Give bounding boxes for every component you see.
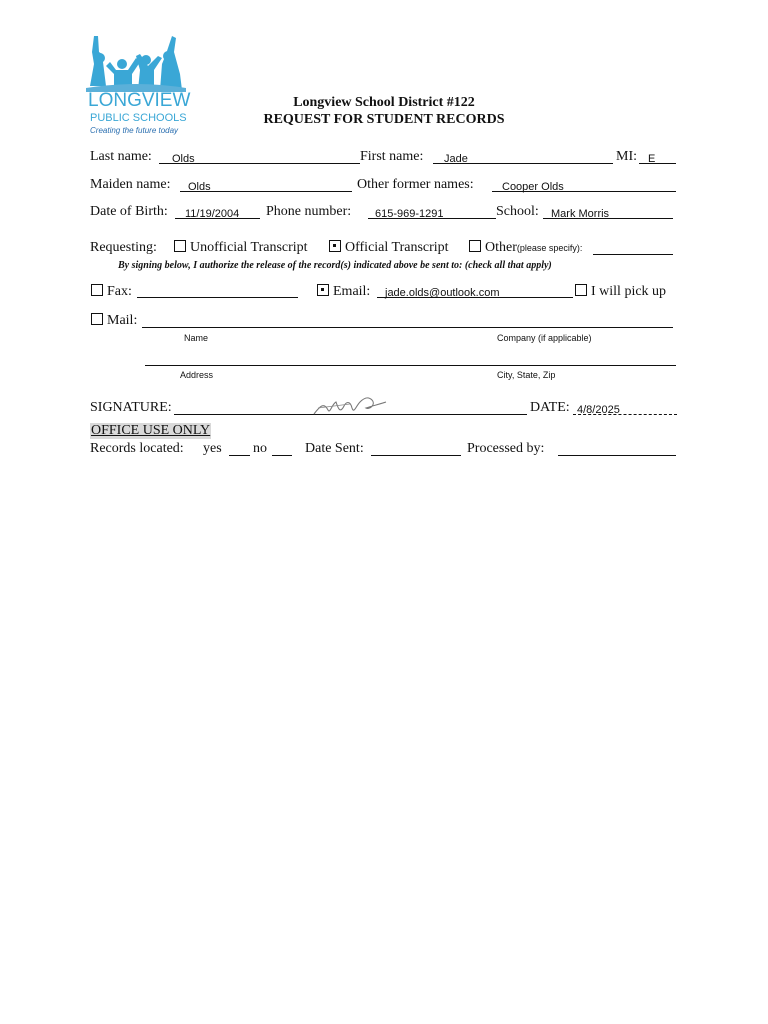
official-transcript-option[interactable]	[329, 240, 449, 256]
maiden-name-value: Olds	[188, 181, 211, 193]
requesting-label: Requesting:	[90, 240, 157, 255]
fax-option[interactable]	[91, 284, 132, 300]
official-checkbox[interactable]	[329, 240, 341, 252]
other-field[interactable]	[593, 254, 673, 255]
first-name-value: Jade	[444, 153, 468, 165]
mail-option[interactable]	[91, 313, 137, 329]
date-label: DATE:	[530, 400, 570, 415]
unofficial-checkbox[interactable]	[174, 240, 186, 252]
mail-label: Mail:	[107, 313, 138, 328]
handwritten-signature	[310, 394, 390, 418]
email-option[interactable]	[317, 284, 370, 300]
email-label: Email:	[333, 284, 371, 299]
school-label: School:	[496, 204, 539, 219]
email-value: jade.olds@outlook.com	[385, 287, 500, 299]
company-caption: Company (if applicable)	[497, 333, 592, 343]
processed-by-field[interactable]	[558, 455, 676, 456]
authorization-text: By signing below, I authorize the release of the record(s) indicated above be sent to: (check all that apply)	[118, 260, 552, 271]
mi-field[interactable]	[639, 163, 676, 164]
other-option[interactable]	[469, 240, 582, 256]
fax-label: Fax:	[107, 284, 132, 299]
children-figures-icon	[86, 34, 186, 92]
last-name-value: Olds	[172, 153, 195, 165]
pickup-label: I will pick up	[591, 284, 667, 299]
logo-tagline: Creating the future today	[90, 126, 179, 135]
school-value: Mark Morris	[551, 208, 610, 220]
official-label: Official Transcript	[345, 240, 449, 255]
mail-checkbox[interactable]	[91, 313, 103, 325]
date-sent-label: Date Sent:	[305, 441, 364, 456]
records-located-label: Records located:	[90, 441, 184, 456]
former-names-label: Other former names:	[357, 177, 474, 192]
processed-by-label: Processed by:	[467, 441, 545, 456]
city-caption: City, State, Zip	[497, 370, 556, 380]
mail-name-field[interactable]	[142, 327, 673, 328]
mail-address-field[interactable]	[145, 365, 676, 366]
email-checkbox[interactable]	[317, 284, 329, 296]
phone-value: 615-969-1291	[375, 208, 444, 220]
pickup-option[interactable]	[575, 284, 666, 300]
former-names-value: Cooper Olds	[502, 181, 564, 193]
other-checkbox[interactable]	[469, 240, 481, 252]
first-name-label: First name:	[360, 149, 424, 164]
date-sent-field[interactable]	[371, 455, 461, 456]
dob-value: 11/19/2004	[185, 208, 240, 220]
date-value: 4/8/2025	[577, 404, 620, 416]
last-name-label: Last name:	[90, 149, 152, 164]
pickup-checkbox[interactable]	[575, 284, 587, 296]
logo-name-line1: LONGVIEW	[88, 90, 191, 111]
name-caption: Name	[184, 333, 209, 343]
dob-label: Date of Birth:	[90, 204, 168, 219]
signature-label: SIGNATURE:	[90, 400, 172, 415]
other-note: (please specify):	[516, 243, 583, 253]
unofficial-label: Unofficial Transcript	[190, 240, 308, 255]
district-logo	[86, 34, 191, 138]
phone-label: Phone number:	[266, 204, 352, 219]
address-caption: Address	[180, 370, 214, 380]
mi-label: MI:	[616, 149, 637, 164]
district-title: Longview School District #122	[293, 95, 475, 110]
unofficial-transcript-option[interactable]	[174, 240, 308, 256]
no-label: no	[253, 441, 267, 456]
yes-field[interactable]	[229, 455, 250, 456]
yes-label: yes	[203, 441, 222, 456]
fax-checkbox[interactable]	[91, 284, 103, 296]
office-use-heading: OFFICE USE ONLY	[91, 423, 211, 438]
form-title: REQUEST FOR STUDENT RECORDS	[263, 112, 505, 127]
mi-value: E	[648, 153, 656, 165]
logo-name-line2: PUBLIC SCHOOLS	[90, 112, 187, 124]
other-label: Other	[485, 240, 517, 255]
fax-field[interactable]	[137, 297, 298, 298]
no-field[interactable]	[272, 455, 292, 456]
maiden-name-label: Maiden name:	[90, 177, 171, 192]
